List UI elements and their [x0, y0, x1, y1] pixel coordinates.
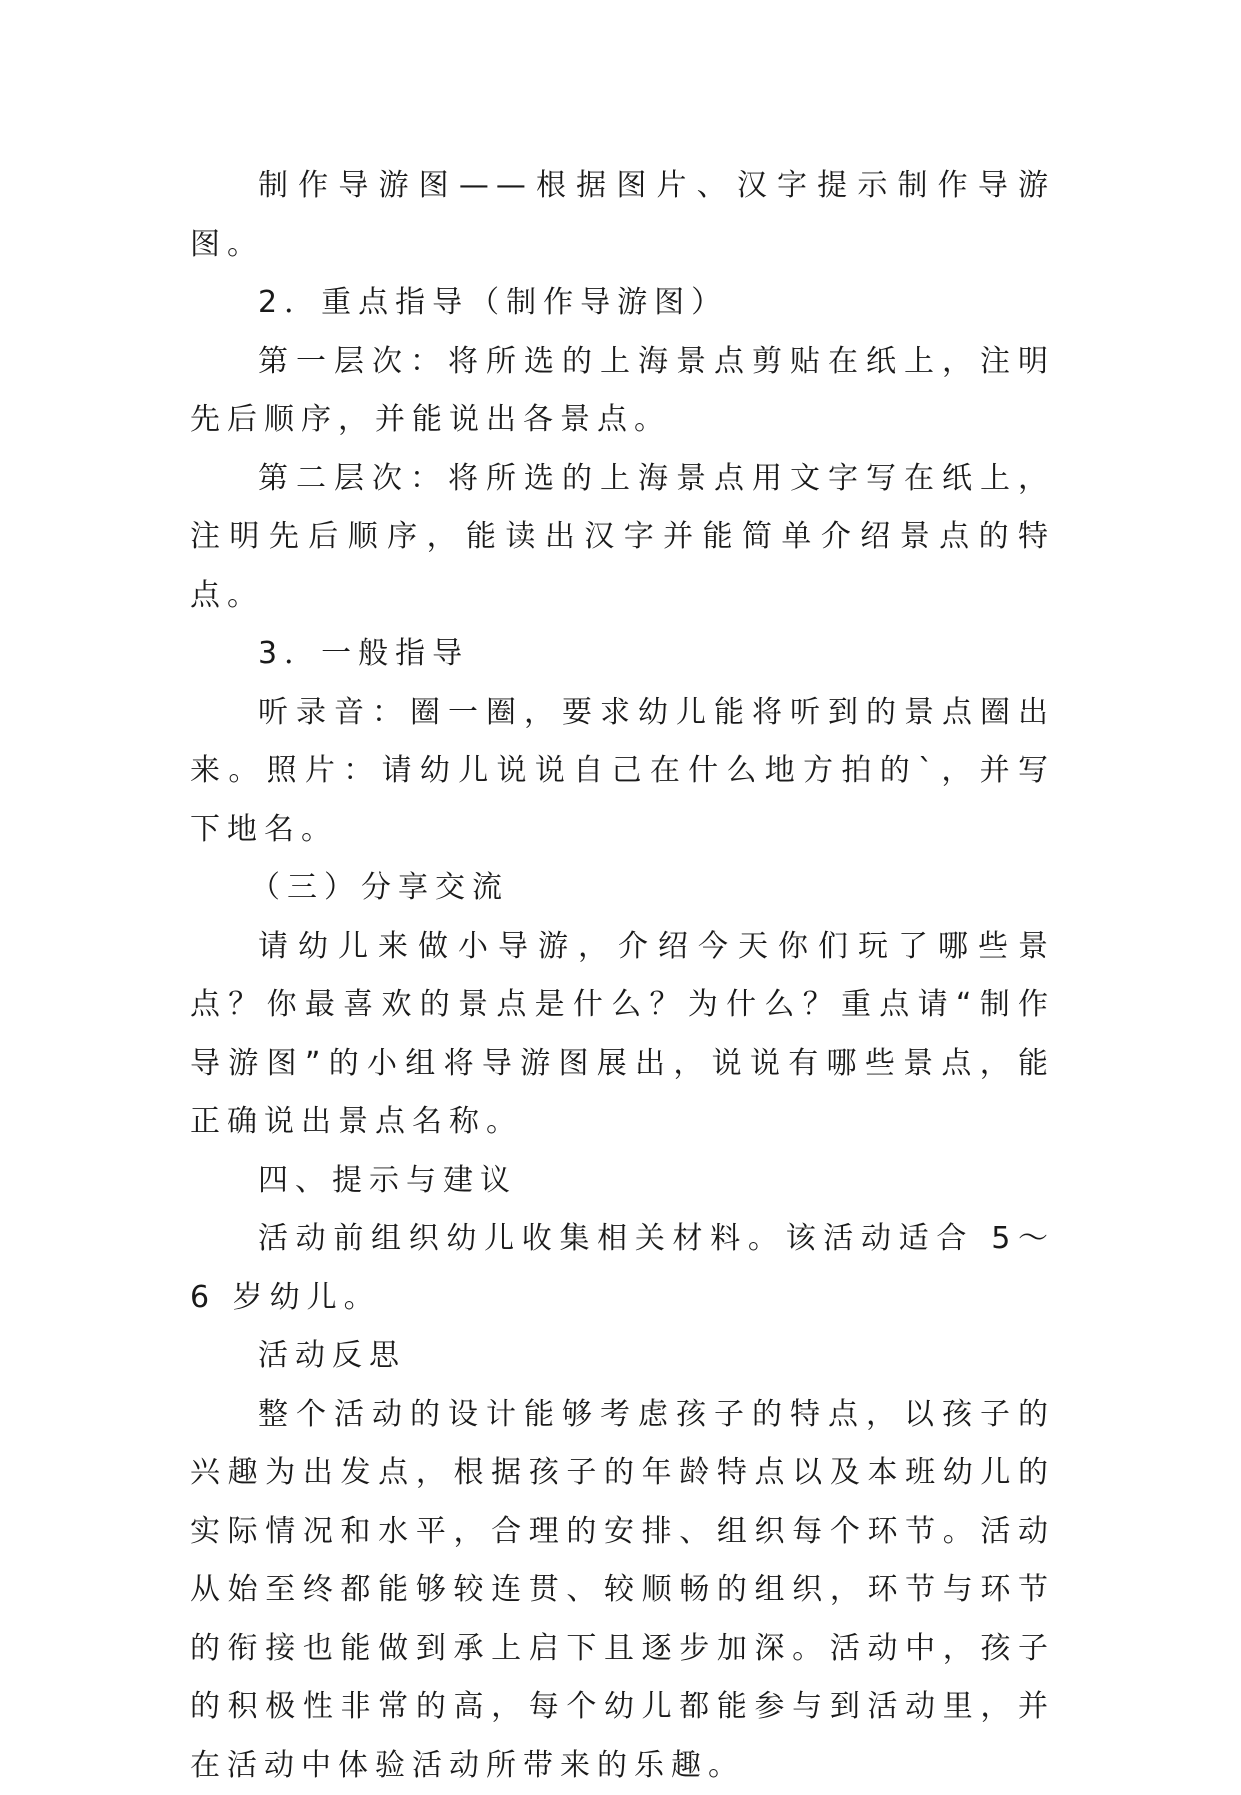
paragraph-listen-recording: 听录音：圈一圈，要求幼儿能将听到的景点圈出来。照片：请幼儿说说自己在什么地方拍的`，并写下地名。	[190, 684, 1055, 860]
paragraph-reflection-heading: 活动反思	[190, 1327, 1055, 1386]
paragraph-reflection-body: 整个活动的设计能够考虑孩子的特点，以孩子的兴趣为出发点，根据孩子的年龄特点以及本班幼儿的实际情况和水平，合理的安排、组织每个环节。活动从始至终都能够较连贯、较顺畅的组织，环节与环节的衔接也能做到承上启下且逐步加深。活动中，孩子的积极性非常的高，每个幼儿都能参与到活动里，并在活动中体验活动所带来的乐趣。	[190, 1386, 1055, 1795]
paragraph-general-guidance-heading: 3．一般指导	[190, 625, 1055, 684]
paragraph-second-level: 第二层次：将所选的上海景点用文字写在纸上，注明先后顺序，能读出汉字并能简单介绍景点的特点。	[190, 450, 1055, 626]
document-body	[190, 157, 1055, 1795]
paragraph-key-guidance-heading: 2．重点指导（制作导游图）	[190, 274, 1055, 333]
paragraph-first-level: 第一层次：将所选的上海景点剪贴在纸上，注明先后顺序，并能说出各景点。	[190, 333, 1055, 450]
paragraph-make-guide-map: 制作导游图——根据图片、汉字提示制作导游图。	[190, 157, 1055, 274]
paragraph-share-heading: （三）分享交流	[190, 859, 1055, 918]
paragraph-little-guide: 请幼儿来做小导游，介绍今天你们玩了哪些景点？你最喜欢的景点是什么？为什么？重点请“制作导游图”的小组将导游图展出，说说有哪些景点，能正确说出景点名称。	[190, 918, 1055, 1152]
paragraph-tips-body: 活动前组织幼儿收集相关材料。该活动适合 5～6 岁幼儿。	[190, 1210, 1055, 1327]
paragraph-tips-heading: 四、提示与建议	[190, 1152, 1055, 1211]
